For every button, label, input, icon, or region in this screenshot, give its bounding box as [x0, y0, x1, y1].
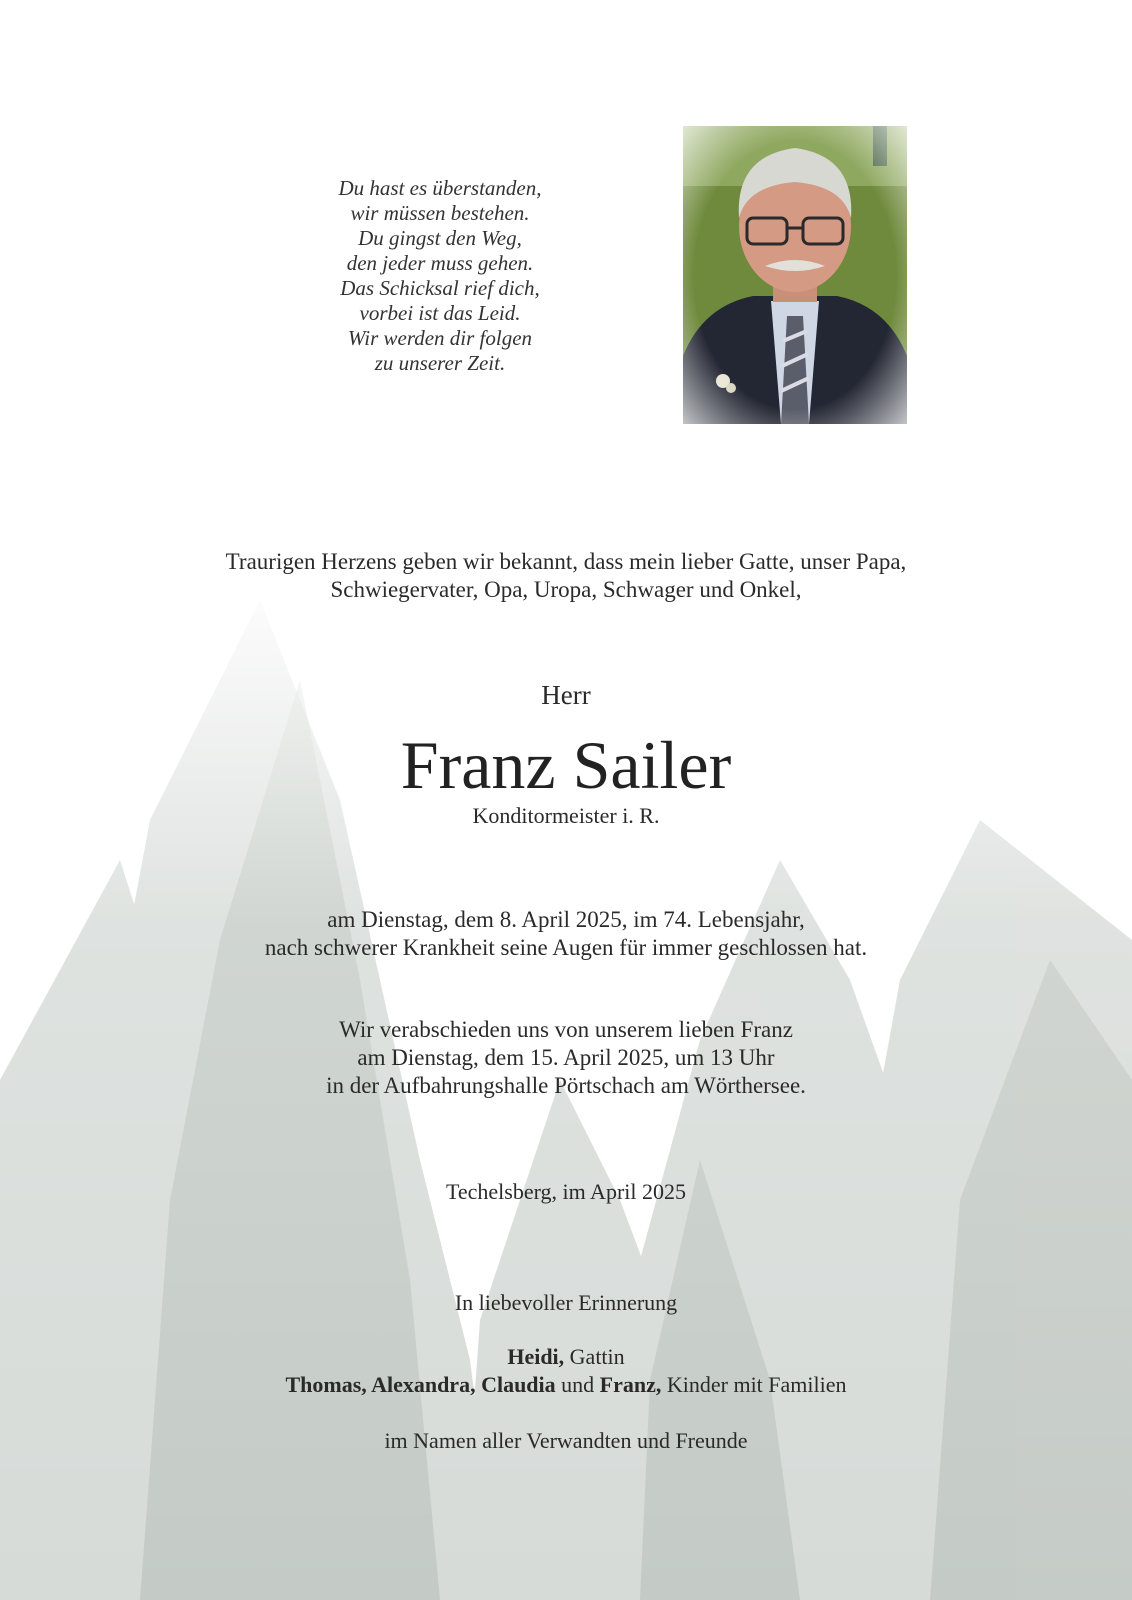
funeral-line: Wir verabschieden uns von unserem lieben Franz — [339, 1017, 793, 1042]
funeral-line: in der Aufbahrungshalle Pörtschach am Wörthersee. — [326, 1073, 806, 1098]
deceased-name: Franz Sailer — [400, 727, 732, 803]
poem-line: Wir werden dir folgen — [347, 326, 533, 350]
spouse-role: Gattin — [564, 1344, 625, 1369]
death-notice-line: nach schwerer Krankheit seine Augen für immer geschlossen hat. — [264, 935, 868, 960]
poem-line: zu unserer Zeit. — [374, 351, 506, 375]
announcement-line: Schwiegervater, Opa, Uropa, Schwager und Onkel, — [330, 577, 802, 602]
funeral-info — [0, 1016, 1132, 1100]
children-line — [0, 1372, 1132, 1398]
portrait-photo — [683, 126, 907, 424]
deceased-title: Herr — [541, 680, 591, 710]
funeral-line: am Dienstag, dem 15. April 2025, um 13 Uhr — [357, 1045, 775, 1070]
children-names: Thomas, Alexandra, Claudia — [285, 1372, 556, 1397]
relatives-line: im Namen aller Verwandten und Freunde — [384, 1428, 748, 1453]
poem-line: vorbei ist das Leid. — [359, 301, 521, 325]
poem-line: Das Schicksal rief dich, — [340, 276, 540, 300]
poem-line: wir müssen bestehen. — [350, 201, 530, 225]
children-and: und — [555, 1372, 600, 1397]
deceased-profession: Konditormeister i. R. — [472, 803, 660, 828]
poem — [300, 176, 580, 376]
spouse-name: Heidi, — [507, 1344, 565, 1369]
memory-line: In liebevoller Erinnerung — [454, 1290, 678, 1315]
death-notice — [0, 906, 1132, 962]
place-date: Techelsberg, im April 2025 — [445, 1179, 686, 1204]
child-last-name: Franz, — [599, 1372, 662, 1397]
children-role: Kinder mit Familien — [661, 1372, 847, 1397]
poem-line: den jeder muss gehen. — [346, 251, 534, 275]
announcement-line: Traurigen Herzens geben wir bekannt, dass mein lieber Gatte, unser Papa, — [225, 549, 907, 574]
poem-line: Du hast es überstanden, — [338, 176, 542, 200]
spouse-line — [0, 1344, 1132, 1370]
portrait-image — [683, 126, 907, 424]
death-notice-line: am Dienstag, dem 8. April 2025, im 74. Lebensjahr, — [327, 907, 805, 932]
poem-line: Du gingst den Weg, — [358, 226, 522, 250]
announcement — [0, 548, 1132, 604]
